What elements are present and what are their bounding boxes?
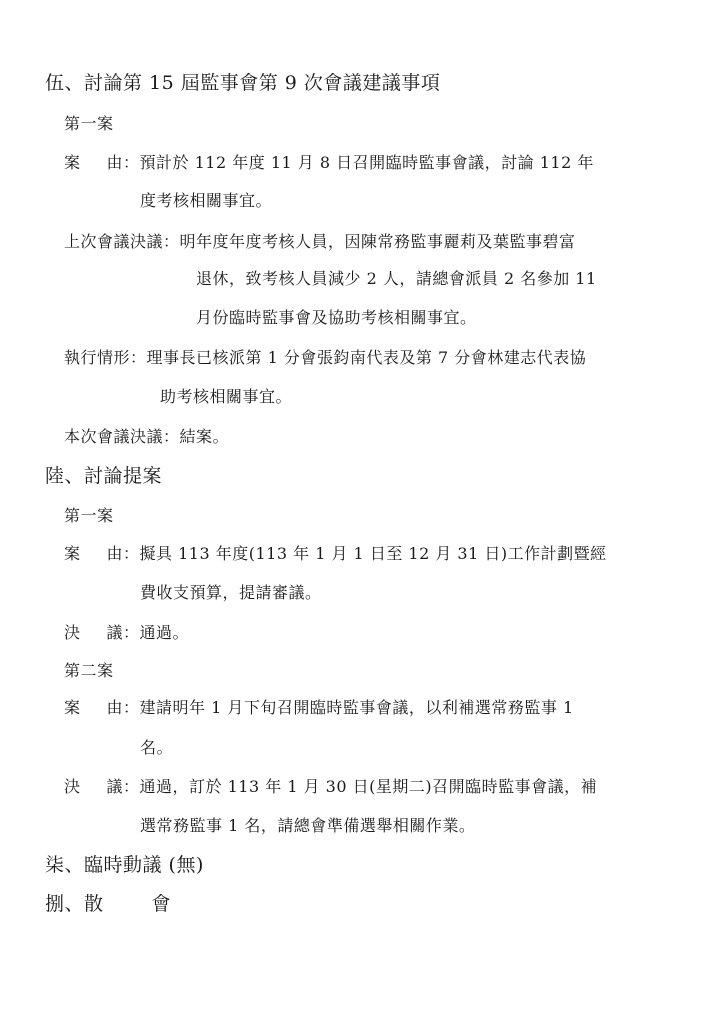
last-resolution-row (64, 229, 576, 252)
section5-case1-title: 第一案 (64, 114, 114, 133)
last-resolution-line1: 明年度年度考核人員，因陳常務監事麗莉及葉監事碧富 (179, 232, 576, 251)
section6-case2-reason-row (64, 695, 574, 718)
decision-label-b: 議： (106, 777, 140, 796)
last-resolution-label: 上次會議決議： (64, 232, 180, 251)
reason-label-b: 由： (106, 698, 140, 717)
last-resolution-line3: 月份臨時監事會及協助考核相關事宜。 (196, 308, 477, 327)
reason-label-a: 案 (64, 544, 81, 563)
section6-case2-title: 第二案 (64, 661, 114, 680)
reason-text-line2: 費收支預算，提請審議。 (140, 583, 322, 602)
current-resolution-row (64, 424, 229, 447)
execution-row (64, 345, 586, 368)
current-resolution-text: 結案。 (179, 427, 230, 446)
section6-heading: 陸、討論提案 (45, 465, 163, 487)
execution-line2: 助考核相關事宜。 (160, 387, 293, 406)
decision-text-line1: 通過，訂於 113 年 1 月 30 日(星期二)召開臨時監事會議，補 (139, 777, 598, 796)
decision-label-a: 決 (64, 777, 81, 796)
reason-label-b: 由： (106, 544, 140, 563)
reason-label-a: 案 (64, 153, 81, 172)
decision-text: 通過。 (139, 623, 190, 642)
decision-label-a: 決 (64, 623, 81, 642)
section7-heading: 柒、臨時動議 (無) (45, 854, 204, 876)
decision-label-b: 議： (106, 623, 140, 642)
last-resolution-line2: 退休，致考核人員減少 2 人，請總會派員 2 名參加 11 (196, 269, 597, 288)
reason-text-line1: 建請明年 1 月下旬召開臨時監事會議，以利補選常務監事 1 (139, 698, 574, 717)
reason-text-line2: 度考核相關事宜。 (140, 191, 273, 210)
execution-line1: 理事長已核派第 1 分會張鈞南代表及第 7 分會林建志代表協 (146, 348, 587, 367)
reason-label-b: 由： (106, 153, 140, 172)
section8-heading-b: 會 (151, 893, 172, 915)
section5-heading: 伍、討論第 15 屆監事會第 9 次會議建議事項 (45, 72, 441, 94)
section5-case1-reason-row (64, 150, 594, 173)
section6-case1-decision-row (64, 620, 189, 643)
execution-label: 執行情形： (64, 348, 147, 367)
decision-text-line2: 選常務監事 1 名，請總會準備選舉相關作業。 (140, 816, 476, 835)
section8-heading (45, 889, 171, 916)
section8-heading-a: 捌、散 (45, 893, 104, 915)
section6-case2-decision-row (64, 774, 597, 797)
current-resolution-label: 本次會議決議： (64, 427, 180, 446)
section6-case1-reason-row (64, 541, 607, 564)
reason-label-a: 案 (64, 698, 81, 717)
reason-text-line2: 名。 (140, 738, 174, 757)
reason-text-line1: 預計於 112 年度 11 月 8 日召開臨時監事會議，討論 112 年 (139, 153, 594, 172)
reason-text-line1: 擬具 113 年度(113 年 1 月 1 日至 12 月 31 日)工作計劃暨經 (139, 544, 607, 563)
section6-case1-title: 第一案 (64, 506, 114, 525)
